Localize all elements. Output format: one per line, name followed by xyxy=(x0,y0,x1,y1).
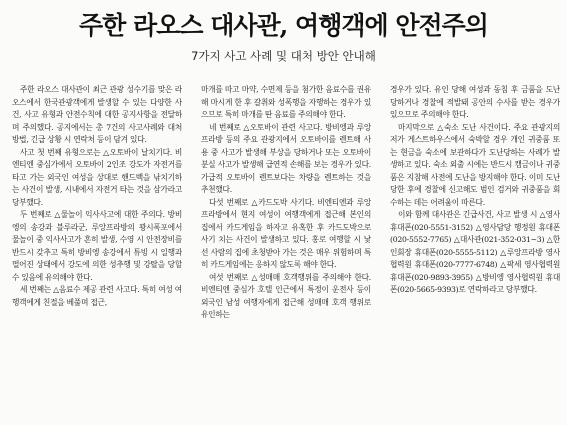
paragraph: 마지막으로 △숙소 도난 사건이다. 주요 관광지의 저가 게스트하우스에서 숙박할 경우 개인 귀중품 또는 현금을 숙소에 보관하다가 도난당하는 사례가 발생하고 있다. 숙소 외출 시에는 반드시 캠금이나 귀중품은 지참해 사전에 도난을 방지해야 한다. 이미 도난당한 후에 경찰에 신고해도 범인 검거와 귀중품을 회수하는 데는 어려움이 따른다. xyxy=(390,122,560,207)
article-body xyxy=(12,84,560,425)
paragraph: 두 번째로 △물놀이 익사사고에 대한 주의다. 방비엥의 송강과 블루라군, 루앙프라방의 꽝시폭포에서 물놀이 중 익사사고가 흔히 발생, 수영 시 안전장비를 반드시 갖추고 특히 방비엥 송강에서 튜빙 시 일행과 떨어진 상태에서 강도에 의한 성추행 및 강탈을 당할 수 있음에 유의해야 한다. xyxy=(12,210,182,282)
paragraph: 여섯 번째로 △성매매 호객행위를 주의해야 한다. 비엔티엔 중심가 호텔 인근에서 특정이 운전사 등이 외국인 남성 여행자에게 접근해 성매매 호객 행위로 유인하는 xyxy=(201,272,371,319)
paragraph: 경우가 있다. 유인 당해 여성과 동침 후 금품을 도난당하거나 경찰에 적발돼 공안의 수사를 받는 경우가 있으므로 주의해야 한다. xyxy=(390,85,560,119)
subheadline: 7가지 사고 사례 및 대처 방안 안내해 xyxy=(191,49,376,63)
headline: 주한 라오스 대사관, 여행객에 안전주의 xyxy=(79,11,488,40)
paragraph: 이와 함께 대사관은 긴급사건, 사고 발생 시 △영사 휴대폰(020-5551-3152) △영사담당 행정원 휴대폰(020-5552-7765) △대사관(021-352-031~3) △한인회장 휴대폰(020-5555-5112) △루앙프라방 영사협력원 휴대폰(020-7777-6748) △팍세 영사협력원 휴대폰(020-9893-3955) △방비엥 영사협력원 휴대폰(020-5665-9393)로 연락하라고 당부했다. xyxy=(390,210,560,294)
paragraph: 마개를 따고 마약, 수면제 등을 첨가한 음료수를 권유해 마시게 한 후 갈취와 성폭행을 자행하는 경우가 있으므로 특히 마개를 딴 음료를 주의해야 한다. xyxy=(201,85,371,119)
column-2 xyxy=(201,84,371,425)
paragraph: 사고 첫 번째 유형으로는 △오토바이 날치기다. 비엔티엔 중심가에서 오토바이 2인조 강도가 자전거를 타고 가는 외국인 여성을 상대로 핸드백을 낚치기하는 사건이 발생, 시내에서 자전거 타는 것을 삼가라고 당부했다. xyxy=(12,147,182,207)
paragraph: 네 번째로 △오토바이 관련 사고다. 방비엥과 루앙프라방 등의 주요 관광지에서 오토바이를 렌트해 사용 중 사고가 발생해 부상을 당하거나 또는 오토바이 분실 사고가 발생해 급연적 손해를 보는 경우가 있다. 가급적 오토바이 렌트보다는 차량을 렌트하는 것을 추천했다. xyxy=(201,122,371,194)
paragraph: 주한 라오스 대사관이 최근 관광 성수기를 맞은 라오스에서 한국관광객에게 발생할 수 있는 다양한 사건, 사고 유형과 안전수칙에 대한 공지사항을 전달하며 주의했다. 공지에서는 총 7건의 사고사례와 대처 방법, 긴급 상황 시 연락처 등이 담겨 있다. xyxy=(12,85,182,144)
paragraph: 다섯 번째로 △카드도박 사기다. 비엔티엔과 루앙프라방에서 현지 여성이 여행객에게 접근해 본인의 집에서 카드게임을 하자고 유혹한 후 카드도박으로 사기 치는 사건이 발생하고 있다. 홍로 여행할 시 낯선 사람의 집에 초청받아 가는 것은 매우 위험하며 특히 카드게임에는 응하지 않도록 해야 한다. xyxy=(201,197,371,269)
column-3 xyxy=(390,84,560,425)
column-1 xyxy=(12,84,182,425)
paragraph: 세 번째는 △음료수 제공 관련 사고다. 특히 여성 여행객에게 친절을 베풀며 접근, xyxy=(12,285,182,307)
